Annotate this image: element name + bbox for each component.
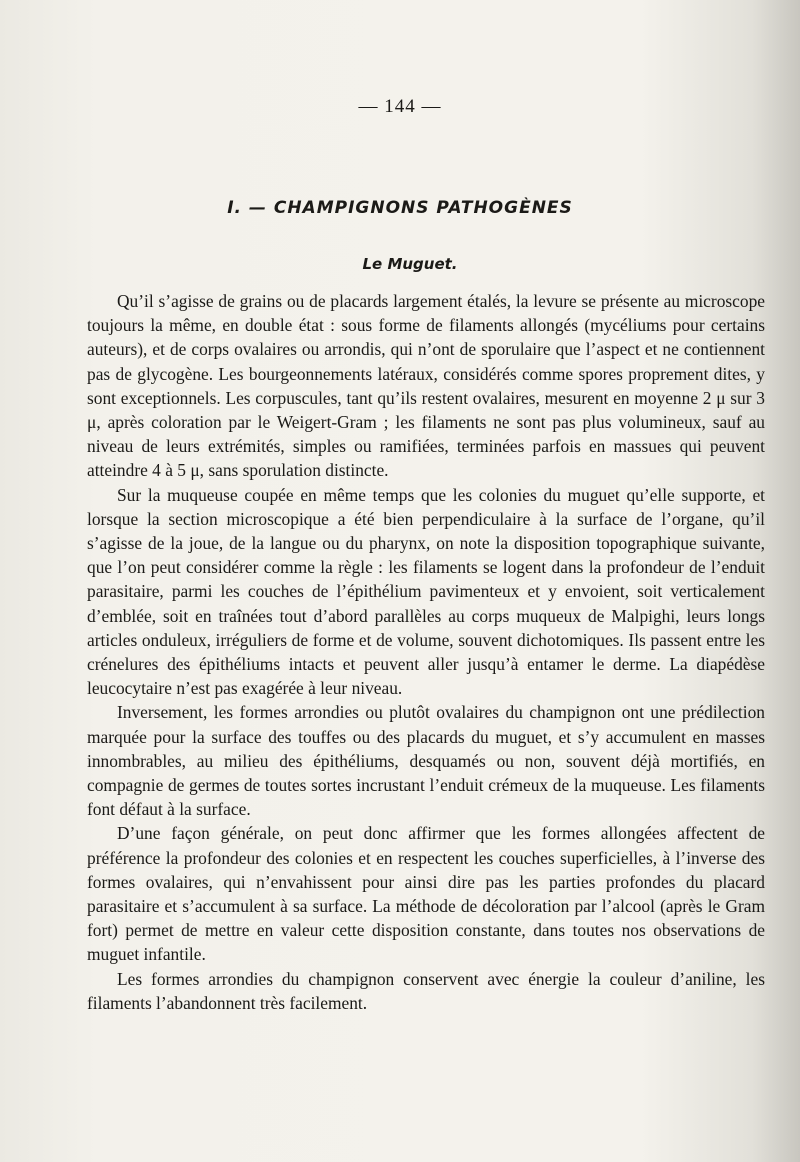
page-number: — 144 — (358, 96, 442, 117)
body-text (87, 289, 765, 1015)
section-title: I. — CHAMPIGNONS PATHOGÈNES (227, 198, 573, 218)
paragraph-3: Inversement, les formes arrondies ou plutôt ovalaires du champignon ont une prédilection marquée pour la surface des touffes ou des placards du muguet, et s’y accumulent en masses innombrables, au milieu des épithéliums, desquamés ou non, souvent déjà mortifiés, en compagnie de germes de toutes sortes incrustant l’enduit crémeux de la muqueuse. Les filaments font défaut à la surface. (87, 702, 765, 820)
paragraph-5: Les formes arrondies du champignon conservent avec énergie la couleur d’aniline, les filaments l’abandonnent très facilement. (87, 968, 765, 1013)
paragraph-1: Qu’il s’agisse de grains ou de placards largement étalés, la levure se présente au microscope toujours la même, en double état : sous forme de filaments allongés (mycéliums pour certains auteurs), et de corps ovalaires ou arrondis, qui n’ont de sporulaire que l’aspect et ne contiennent pas de glycogène. Les bourgeonnements latéraux, considérés comme spores proprement dites, y sont exceptionnels. Les corpuscules, tant qu’ils restent ovalaires, mesurent en moyenne 2 μ sur 3 μ, après coloration par le Weigert-Gram ; les filaments ne sont pas plus volumineux, sauf au niveau de leurs extrémités, simples ou ramifiées, terminées parfois en massues qui peuvent atteindre 4 à 5 μ, sans sporulation distincte. (87, 291, 765, 481)
paragraph-2: Sur la muqueuse coupée en même temps que les colonies du muguet qu’elle supporte, et lorsque la section microscopique a été bien perpendiculaire à la surface de l’organe, qu’il s’agisse de la joue, de la langue ou du pharynx, on note la disposition topographique suivante, que l’on peut considérer comme la règle : les filaments se logent dans la profondeur de l’enduit parasitaire, parmi les couches de l’épithélium pavimenteux et y envoient, soit verticalement d’emblée, soit en traînées tout d’abord parallèles au corps muqueux de Malpighi, leurs longs articles onduleux, irréguliers de forme et de volume, souvent dichotomiques. Ils passent entre les crénelures des épithéliums intacts et peuvent aller jusqu’à entamer le derme. La diapédèse leucocytaire n’est pas exagérée à leur niveau. (87, 484, 765, 699)
paragraph-4: D’une façon générale, on peut donc affirmer que les formes allongées affectent de préférence la profondeur des colonies et en respectent les couches superficielles, à l’inverse des formes ovalaires, qui n’envahissent pour ainsi dire pas les parties profondes du placard parasitaire et s’accumulent à sa surface. La méthode de décoloration par l’alcool (après le Gram fort) permet de mettre en valeur cette disposition constante, dans toutes nos observations de muguet infantile. (87, 823, 765, 965)
subtitle: Le Muguet. (362, 255, 458, 273)
